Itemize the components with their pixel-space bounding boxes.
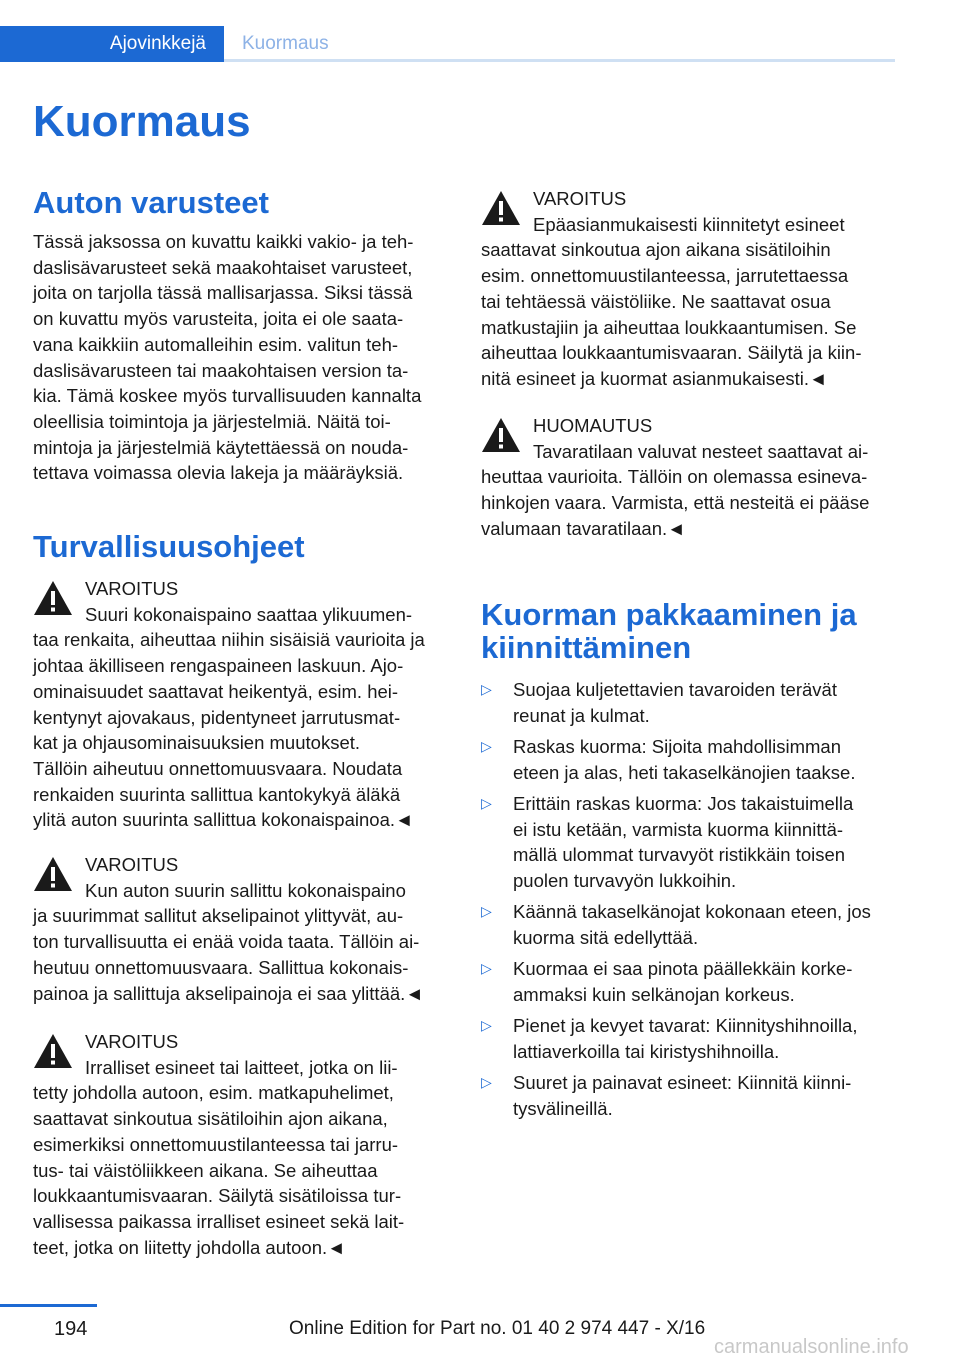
warning-text	[481, 212, 862, 392]
intro-paragraph	[33, 229, 421, 486]
warning-label: VAROITUS	[85, 854, 179, 875]
section-heading-turvallisuusohjeet: Turvallisuusohjeet	[33, 529, 305, 564]
warning-text	[33, 1055, 404, 1261]
list-item-text	[513, 956, 852, 1007]
list-item-text	[513, 1013, 858, 1064]
text-line: ei istu ketään, varmista kuorma kiinnittä-	[513, 818, 844, 840]
list-item-text	[513, 1070, 851, 1121]
text-line: Suojaa kuljetettavien tavaroiden terävät	[513, 679, 837, 700]
text-line: valumaan tavaratilaan.◄	[481, 517, 686, 539]
tab-kuormaus[interactable]: Kuormaus	[242, 33, 329, 54]
text-line: Tässä jaksossa on kuvattu kaikki vakio- ja teh-	[33, 231, 414, 252]
text-line: aiheuttaa loukkaantumisvaaran. Säilytä ja kiin-	[481, 342, 862, 364]
text-line: saattavat sinkoutua ajon aikana sisätiloihin	[481, 239, 831, 261]
text-line: tettava voimassa olevia lakeja ja määräyksiä.	[33, 462, 404, 484]
text-line: tysvälineillä.	[513, 1097, 613, 1119]
text-line: Suuri kokonaispaino saattaa ylikuumen-	[85, 603, 413, 625]
text-line: ja suurimmat sallitut akselipainot ylittyvät, au-	[33, 905, 404, 927]
triangle-right-icon: ▷	[481, 681, 492, 697]
text-line: mintoja ja järjestelmiä käytettäessä on nouda-	[33, 436, 409, 458]
text-line: esimerkiksi onnettomuustilanteessa tai jarru-	[33, 1133, 399, 1155]
section-heading-auton-varusteet: Auton varusteet	[33, 185, 269, 220]
text-line: Suuret ja painavat esineet: Kiinnitä kiinni-	[513, 1072, 852, 1093]
text-line: vallisessa paikassa irralliset esineet sekä lait-	[33, 1210, 405, 1232]
text-line: vana kaikkiin automalleihin esim. valitun teh-	[33, 333, 399, 355]
text-line: hinkojen vaara. Varmista, että nesteitä ei pääse	[481, 492, 870, 514]
text-line: Tällöin aiheutuu onnettomuusvaara. Noudata	[33, 757, 403, 779]
text-line: puolen turvavyön lukkoihin.	[513, 870, 737, 892]
text-line: kia. Tämä koskee myös turvallisuuden kannalta	[33, 385, 422, 407]
list-item-text	[513, 899, 871, 950]
text-line: joita on tarjolla tässä mallisarjassa. Siksi tässä	[33, 282, 413, 304]
text-line: kuorma sitä edellyttää.	[513, 926, 699, 948]
text-line: lattiaverkoilla tai kiristyshihnoilla.	[513, 1040, 780, 1062]
notice-label: HUOMAUTUS	[533, 415, 653, 436]
text-line: ominaisuudet saattavat heikentyä, esim. hei-	[33, 680, 399, 702]
text-line: teet, jotka on liitetty johdolla autoon.◄	[33, 1236, 346, 1258]
triangle-right-icon: ▷	[481, 1074, 492, 1090]
text-line: matkustajiin ja aiheuttaa loukkaantumisen. Se	[481, 316, 857, 338]
warning-label: VAROITUS	[85, 1031, 179, 1052]
text-line: Irralliset esineet tai laitteet, jotka on lii-	[85, 1056, 398, 1078]
warning-text	[33, 878, 424, 1007]
notice-text	[481, 439, 869, 542]
header-tabs	[0, 0, 895, 62]
text-line: kentynyt ajovakaus, pidentyneet jarrutusmat-	[33, 706, 401, 728]
text-line: Epäasianmukaisesti kiinnitetyt esineet	[533, 213, 845, 235]
text-line: eteen ja alas, heti takaselkänojien taakse.	[513, 761, 856, 783]
warning-text	[33, 602, 425, 833]
page-title: Kuormaus	[33, 97, 251, 146]
text-line: daslisävarusteen tai maakohtaisen version ta-	[33, 359, 409, 381]
text-line: Tavaratilaan valuvat nesteet saattavat ai-	[533, 440, 869, 462]
text-line: mällä ulommat turvavyöt ristikkäin toisen	[513, 844, 846, 866]
page-number: 194	[54, 1318, 88, 1340]
triangle-right-icon: ▷	[481, 903, 492, 919]
text-line: saattavat sinkoutua sisätiloihin ajon aikana,	[33, 1108, 388, 1130]
text-line: taa renkaita, aiheuttaa niihin sisäisiä vaurioita ja	[33, 629, 425, 651]
section-heading-kuorman-pakkaaminen: Kuorman pakkaaminen ja	[481, 597, 857, 632]
text-line: Erittäin raskas kuorma: Jos takaistuimella	[513, 793, 854, 814]
text-line: heutuu onnettomuusvaara. Sallittua kokonais-	[33, 956, 409, 978]
list-item-text	[513, 791, 853, 894]
text-line: kat ja ohjausominaisuuksien muutokset.	[33, 732, 361, 754]
text-line: esim. onnettomuustilanteessa, jarrutettaessa	[481, 265, 849, 287]
warning-label: VAROITUS	[85, 578, 179, 599]
triangle-right-icon: ▷	[481, 960, 492, 976]
text-line: on kuvattu myös varusteita, joita ei ole saata-	[33, 308, 404, 330]
text-line: Kuormaa ei saa pinota päällekkäin korke-	[513, 958, 853, 979]
triangle-right-icon: ▷	[481, 1017, 492, 1033]
text-line: painoa ja sallittuja akselipainoja ei saa ylittää.◄	[33, 982, 424, 1004]
text-line: reunat ja kulmat.	[513, 704, 650, 726]
text-line: ammaksi kuin selkänojan korkeus.	[513, 983, 795, 1005]
text-line: renkaiden suurinta sallittua kantokykyä äläkä	[33, 783, 401, 805]
list-item-text	[513, 734, 855, 785]
triangle-right-icon: ▷	[481, 795, 492, 811]
warning-label: VAROITUS	[533, 188, 627, 209]
tab-ajovinkkeja[interactable]: Ajovinkkejä	[0, 26, 224, 62]
text-line: Kun auton suurin sallittu kokonaispaino	[85, 879, 406, 901]
text-line: daslisävarusteet sekä maakohtaiset varusteet,	[33, 256, 413, 278]
text-line: Raskas kuorma: Sijoita mahdollisimman	[513, 736, 841, 757]
text-line: nitä esineet ja kuormat asianmukaisesti.◄	[481, 367, 828, 389]
text-line: ton turvallisuutta ei enää voida taata. Tällöin ai-	[33, 931, 420, 953]
list-item-text	[513, 677, 837, 728]
triangle-right-icon: ▷	[481, 738, 492, 754]
text-line: tetty johdolla autoon, esim. matkapuhelimet,	[33, 1082, 394, 1104]
edition-label: Online Edition for Part no. 01 40 2 974 447 - X/16	[289, 1318, 706, 1339]
text-line: tus- tai väistöliikkeen aikana. Se aiheuttaa	[33, 1159, 378, 1181]
section-heading-kuorman-pakkaaminen-cont: kiinnittäminen	[481, 630, 692, 665]
text-line: oleellisia toimintoja ja järjestelmiä. Näitä toi-	[33, 410, 391, 432]
footer-divider	[0, 1304, 97, 1307]
text-line: johtaa äkilliseen rengaspaineen laskuun. Ajo-	[33, 655, 404, 677]
text-line: Käännä takaselkänojat kokonaan eteen, jos	[513, 901, 871, 922]
text-line: ylitä auton suurinta sallittua kokonaispainoa.◄	[33, 809, 414, 831]
watermark: carmanualsonline.info	[714, 1336, 909, 1358]
text-line: heuttaa vaurioita. Tällöin on olemassa esineva-	[481, 466, 868, 488]
text-line: loukkaantumisvaaran. Säilytä sisätiloissa tur-	[33, 1185, 402, 1207]
text-line: Pienet ja kevyet tavarat: Kiinnityshihnoilla,	[513, 1015, 858, 1036]
text-line: tai tehtäessä väistöliike. Ne saattavat osua	[481, 290, 831, 312]
